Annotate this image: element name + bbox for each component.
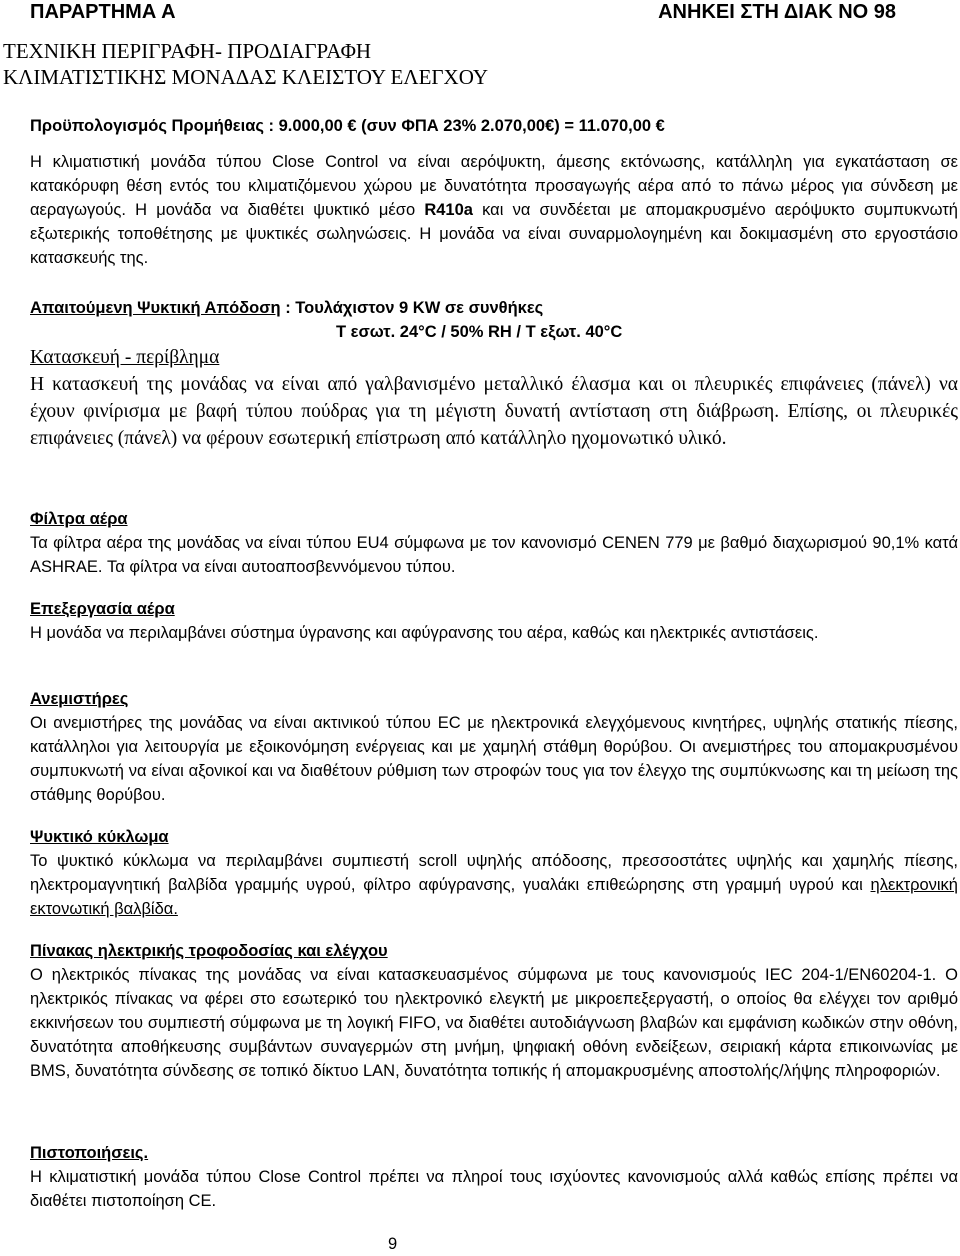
page-number: 9 [388,1235,398,1253]
refrigeration-text: Το ψυκτικό κύκλωμα να περιλαμβάνει συμπιεστή scroll υψηλής απόδοσης, πρεσσοστάτες υψηλής και χαμηλής πίεσης, ηλεκτρομαγνητική βαλβίδα γραμμής υγρού, φίλτρο αφύγρανσης, γυαλάκι επιθεώρησης στη γραμμή υγρού και [30,852,958,894]
header-belongs-label: ΑΝΗΚΕΙ ΣΤΗ ΔΙΑΚ ΝΟ 98 [658,1,896,23]
certifications-section [30,1141,958,1213]
certifications-paragraph: Η κλιματιστική μονάδα τύπου Close Control πρέπει να πληροί τους ισχύοντες κανονισμούς αλλά καθώς επίσης πρέπει να διαθέτει πιστοποίηση CE. [30,1168,958,1210]
intro-paragraph [30,150,958,270]
air-processing-heading: Επεξεργασία αέρα [30,600,175,618]
air-processing-section [30,597,958,645]
refrigeration-heading: Ψυκτικό κύκλωμα [30,828,169,846]
filters-paragraph: Τα φίλτρα αέρα της μονάδας να είναι τύπου EU4 σύμφωνα με τον κανονισμό CENEN 779 με βαθμό διαχωρισμού 90,1% κατά ASHRAE. Τα φίλτρα να είναι αυτοαποσβεννόμενου τύπου. [30,534,958,576]
fans-section [30,687,958,807]
refrigeration-section [30,825,958,921]
required-capacity-section [30,296,958,344]
air-processing-paragraph: Η μονάδα να περιλαμβάνει σύστημα ύγρανσης και αφύγρανσης του αέρα, καθώς και ηλεκτρικές αντιστάσεις. [30,624,819,642]
header-annex-label: ΠΑΡΑΡΤΗΜΑ Α [30,1,176,23]
intro-section [30,150,958,270]
budget-line: Προϋπολογισμός Προμήθειας : 9.000,00 € (συν ΦΠΑ 23% 2.070,00€) = 11.070,00 € [30,117,665,135]
electrical-panel-heading: Πίνακας ηλεκτρικής τροφοδοσίας και ελέγχου [30,942,388,960]
refrigeration-paragraph [30,849,958,921]
required-capacity-value: : Τουλάχιστον 9 KW σε συνθήκες [280,299,544,317]
intro-text-part-1: Η κλιματιστική μονάδα τύπου Close Control να είναι αερόψυκτη, άμεσης εκτόνωσης, κατάλληλη για εγκατάσταση σε κατακόρυφη θέση εντός του κλιματιζόμενου χώρου με δυνατότητα προσαγωγής αέρα από το πάνω μέρος για σύνδεση με αεραγωγούς. Η μονάδα να διαθέτει ψυκτικό μέσο [30,153,958,219]
document-title-line-1: ΤΕΧΝΙΚΗ ΠΕΡΙΓΡΑΦΗ- ΠΡΟΔΙΑΓΡΑΦΗ [3,39,372,63]
refrigeration-text-underlined: ηλεκτρονική εκτονωτική βαλβίδα. [30,876,958,918]
intro-text-part-2: και να συνδέεται με απομακρυσμένο αερόψυκτο συμπυκνωτή εξωτερικής τοποθέτησης με ψυκτικές σωληνώσεις. Η μονάδα να είναι συναρμολογημένη και δοκιμασμένη στο εργοστάσιο κατασκευής της. [30,201,958,267]
construction-heading: Κατασκευή - περίβλημα [30,347,220,368]
electrical-panel-section [30,939,958,1083]
required-capacity-label: Απαιτούμενη Ψυκτική Απόδοση [30,299,281,317]
electrical-panel-paragraph: Ο ηλεκτρικός πίνακας της μονάδας να είναι κατασκευασμένος σύμφωνα με τους κανονισμούς IEC 204-1/EN60204-1. Ο ηλεκτρικός πίνακας να φέρει στο εσωτερικό του ηλεκτρονικό ελεγκτή με μικροεπεξεργαστή, ο οποίος θα ελέγχει τον αριθμό εκκινήσεων του συμπιεστή σύμφωνα με τη λογική FIFO, να διαθέτει αυτοδιάγνωση βλαβών και εμφάνιση κωδικών στην οθόνη, δυνατότητα αποθήκευσης συμβάντων συναγερμών στη μνήμη, ψηφιακή οθόνη ενδείξεων, σειριακή κάρτα επικοινωνίας με BMS, δυνατότητα σύνδεσης σε τοπικό δίκτυο LAN, δυνατότητα τοπικής ή απομακρυσμένης αποστολής/λήψης πληροφοριών. [30,966,958,1080]
filters-section [30,507,958,579]
required-capacity-conditions: Τ εσωτ. 24°C / 50% RH / Τ εξωτ. 40°C [336,323,623,341]
filters-heading: Φίλτρα αέρα [30,510,128,528]
refrigerant-name: R410a [424,201,473,219]
document-title-line-2: ΚΛΙΜΑΤΙΣΤΙΚΗΣ ΜΟΝΑΔΑΣ ΚΛΕΙΣΤΟΥ ΕΛΕΓΧΟΥ [3,65,489,89]
fans-heading: Ανεμιστήρες [30,690,129,708]
required-capacity-line [30,296,958,320]
fans-paragraph: Οι ανεμιστήρες της μονάδας να είναι ακτινικού τύπου EC με ηλεκτρονικά ελεγχόμενους κινητήρες, υψηλής στατικής πίεσης, κατάλληλοι για λειτουργία με εξοικονόμηση ενέργειας και με χαμηλή στάθμη θορύβου. Οι ανεμιστήρες του απομακρυσμένου συμπυκνωτή να είναι αξονικοί και να διαθέτουν ρύθμιση των στροφών τους για τον έλεγχο της συμπύκνωσης και τη μείωση της στάθμης θορύβου. [30,714,958,804]
certifications-heading: Πιστοποιήσεις. [30,1144,149,1162]
construction-paragraph: Η κατασκευή της μονάδας να είναι από γαλβανισμένο μεταλλικό έλασμα και οι πλευρικές επιφάνειες (πάνελ) να έχουν φινίρισμα με βαφή τύπου πούδρας για τη μέγιστη δυνατή αντίσταση στη διάβρωση. Επίσης, οι πλευρικές επιφάνειες (πάνελ) να φέρουν εσωτερική επίστρωση από κατάλληλο ηχομονωτικό υλικό. [30,374,958,449]
construction-section [30,344,958,452]
